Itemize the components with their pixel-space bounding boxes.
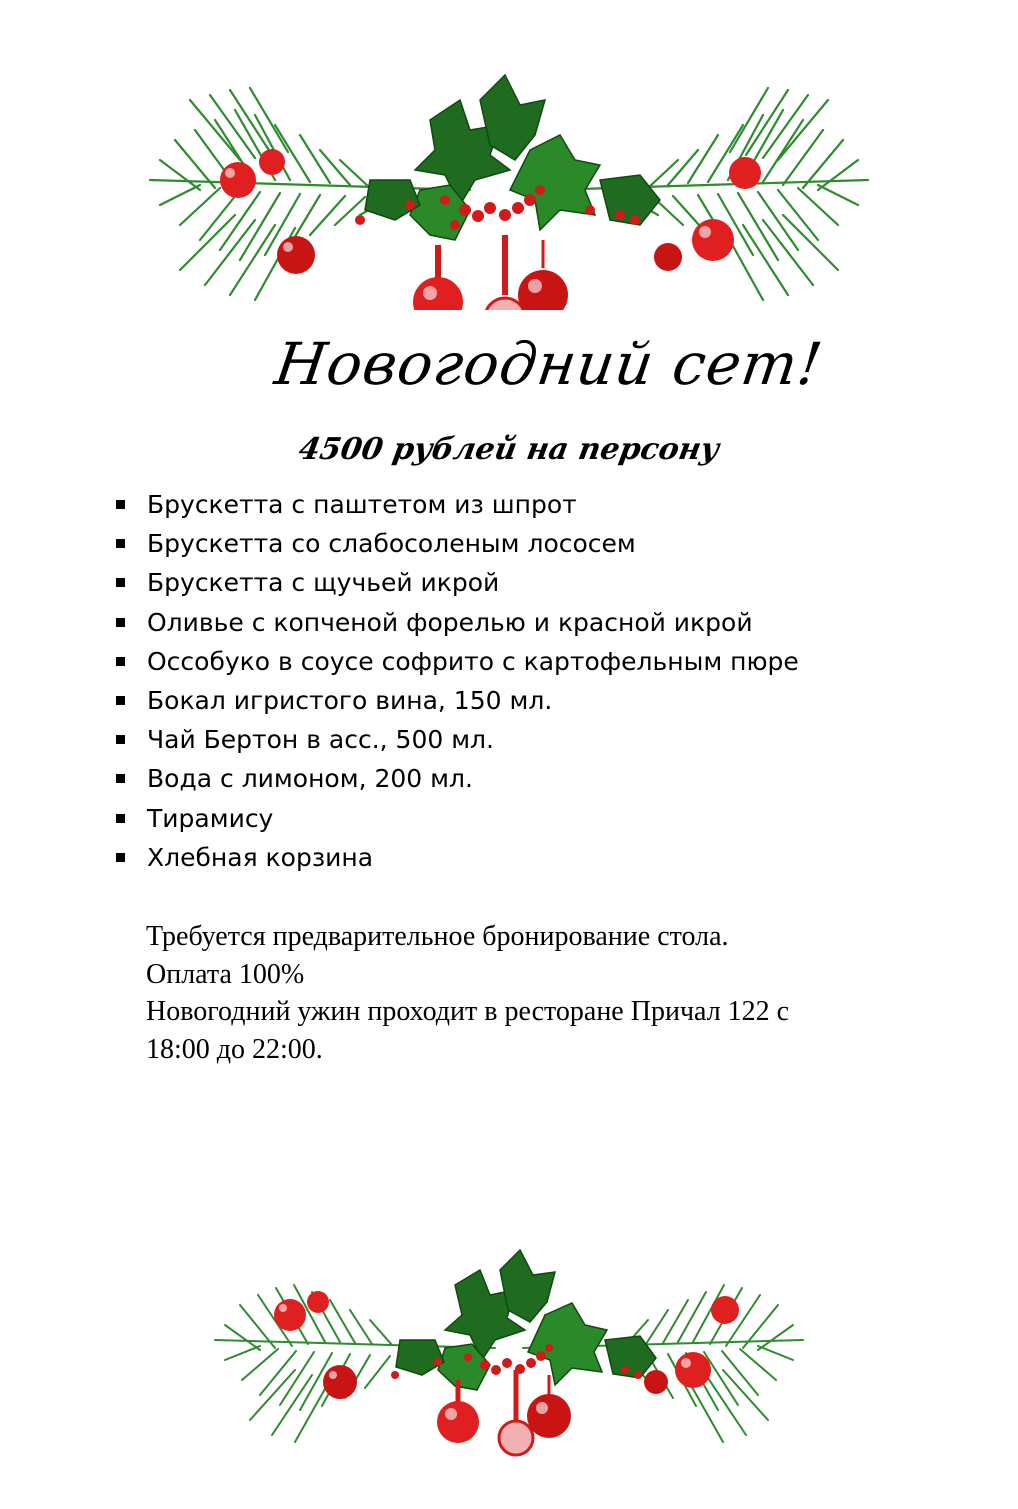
list-item	[112, 563, 799, 602]
list-item	[112, 681, 799, 720]
bullet-icon	[116, 774, 125, 783]
menu-item-text: Бокал игристого вина, 150 мл.	[147, 686, 553, 716]
menu-item-text: Вода с лимоном, 200 мл.	[147, 764, 473, 794]
list-item	[112, 642, 799, 681]
list-item	[112, 485, 799, 524]
bullet-icon	[116, 696, 125, 705]
note-line: Оплата 100%	[146, 958, 305, 990]
bullet-icon	[116, 735, 125, 744]
note-line: 18:00 до 22:00.	[146, 1033, 323, 1065]
menu-item-text: Чай Бертон в асс., 500 мл.	[147, 725, 494, 755]
garland-top-image	[0, 40, 1018, 310]
note-line: Новогодний ужин проходит в ресторане Причал 122 с	[146, 996, 790, 1027]
menu-item-text: Хлебная корзина	[147, 842, 374, 872]
bullet-icon	[116, 618, 125, 627]
list-item	[112, 799, 799, 838]
booking-notes	[146, 918, 946, 1068]
price-subtitle: 4500 рублей на персону	[296, 432, 722, 467]
menu-item-text: Тирамису	[147, 803, 274, 833]
garland-top-decoration	[0, 40, 1018, 310]
menu-item-text: Брускетта со слабосоленым лососем	[147, 529, 636, 559]
bullet-icon	[116, 814, 125, 823]
bullet-icon	[116, 578, 125, 587]
bullet-icon	[116, 657, 125, 666]
list-item	[112, 720, 799, 759]
note-line: Требуется предварительное бронирование стола.	[146, 921, 729, 952]
bullet-icon	[116, 500, 125, 509]
garland-bottom-image	[0, 1230, 1018, 1460]
menu-item-text: Брускетта с паштетом из шпрот	[147, 490, 577, 520]
menu-item-text: Брускетта с щучьей икрой	[147, 568, 500, 598]
menu-item-text: Оссобуко в соусе софрито с картофельным пюре	[147, 646, 799, 676]
menu-list	[112, 485, 799, 877]
list-item	[112, 838, 799, 877]
list-item	[112, 759, 799, 798]
bullet-icon	[116, 539, 125, 548]
bullet-icon	[116, 853, 125, 862]
page-title: Новогодний сет!	[270, 330, 828, 398]
list-item	[112, 603, 799, 642]
menu-item-text: Оливье с копченой форелью и красной икрой	[147, 607, 753, 637]
list-item	[112, 524, 799, 563]
garland-bottom-decoration	[0, 1230, 1018, 1460]
